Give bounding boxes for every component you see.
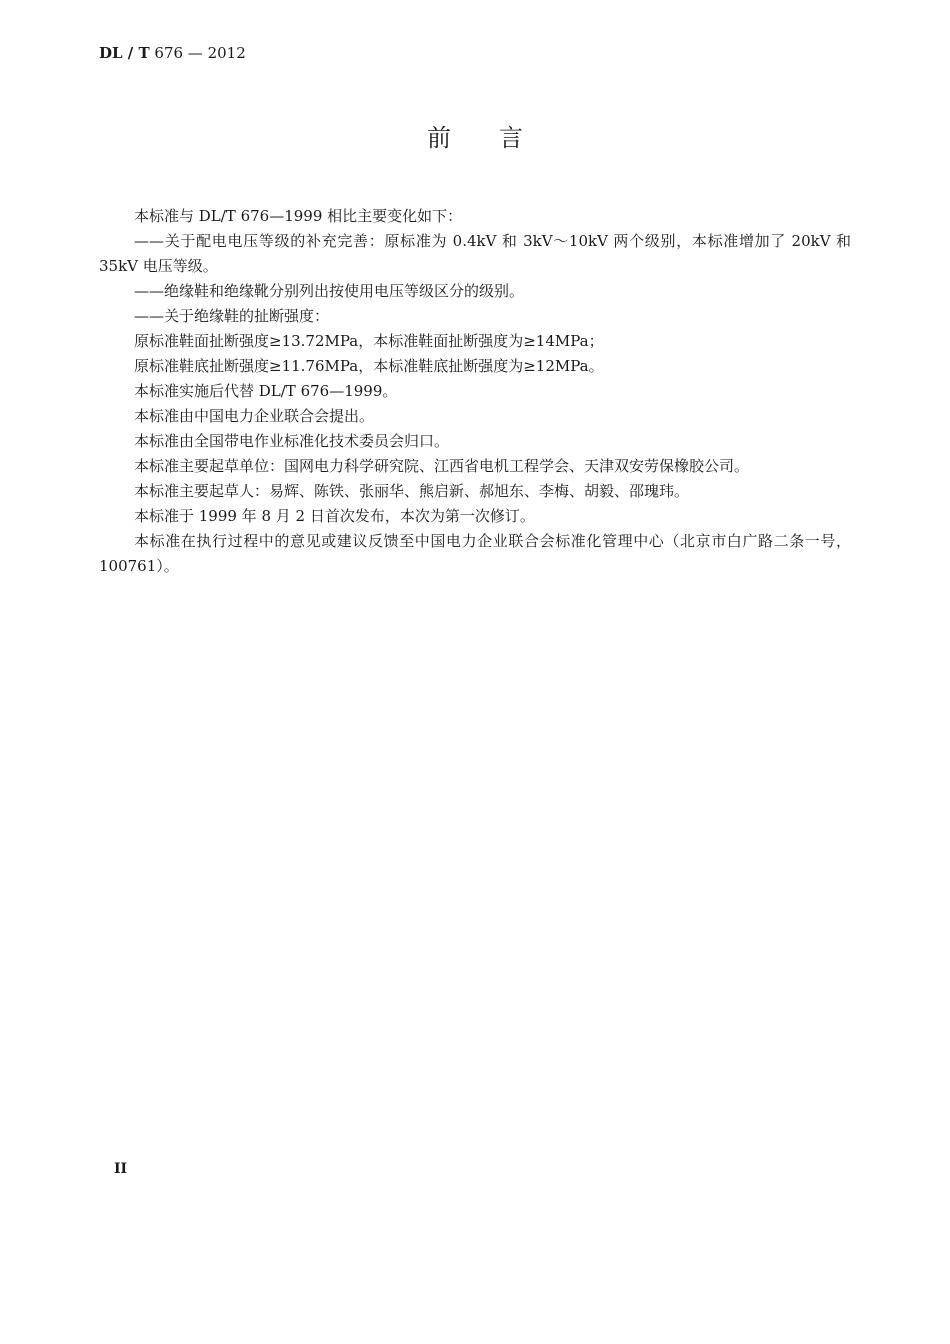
paragraph-sole-strength: 原标准鞋底扯断强度≥11.76MPa，本标准鞋底扯断强度为≥12MPa。 — [134, 357, 604, 375]
paragraph-replaces: 本标准实施后代替 DL/T 676—1999。 — [134, 382, 398, 400]
paragraph-upper-strength: 原标准鞋面扯断强度≥13.72MPa，本标准鞋面扯断强度为≥14MPa； — [134, 332, 604, 350]
page-number: II — [114, 1161, 128, 1177]
paragraph-proposed-by: 本标准由中国电力企业联合会提出。 — [134, 407, 375, 425]
paragraph-change-voltage: ——关于配电电压等级的补充完善：原标准为 0.4kV 和 3kV～10kV 两个级别，本标准增加了 20kV 和 35kV 电压等级。 — [99, 232, 851, 275]
standard-code-number: 676 — 2012 — [149, 44, 246, 62]
page-title: 前言 — [427, 124, 571, 152]
paragraph-managed-by: 本标准由全国带电作业标准化技术委员会归口。 — [134, 432, 450, 450]
paragraph-change-levels: ——绝缘鞋和绝缘靴分别列出按使用电压等级区分的级别。 — [134, 282, 525, 300]
paragraph-feedback: 本标准在执行过程中的意见或建议反馈至中国电力企业联合会标准化管理中心（北京市白广路二条一号，100761）。 — [99, 532, 851, 575]
standard-code-header — [99, 44, 246, 62]
paragraph-intro: 本标准与 DL/T 676—1999 相比主要变化如下： — [134, 207, 463, 225]
paragraph-drafting-units: 本标准主要起草单位：国网电力科学研究院、江西省电机工程学会、天津双安劳保橡胶公司。 — [134, 457, 750, 475]
paragraph-drafters: 本标准主要起草人：易辉、陈铁、张丽华、熊启新、郝旭东、李梅、胡毅、邵瑰玮。 — [134, 482, 690, 500]
paragraph-history: 本标准于 1999 年 8 月 2 日首次发布，本次为第一次修订。 — [134, 507, 535, 525]
standard-code-prefix: DL / T — [99, 44, 150, 62]
foreword-body — [99, 204, 851, 579]
paragraph-change-strength: ——关于绝缘鞋的扯断强度： — [134, 307, 330, 325]
